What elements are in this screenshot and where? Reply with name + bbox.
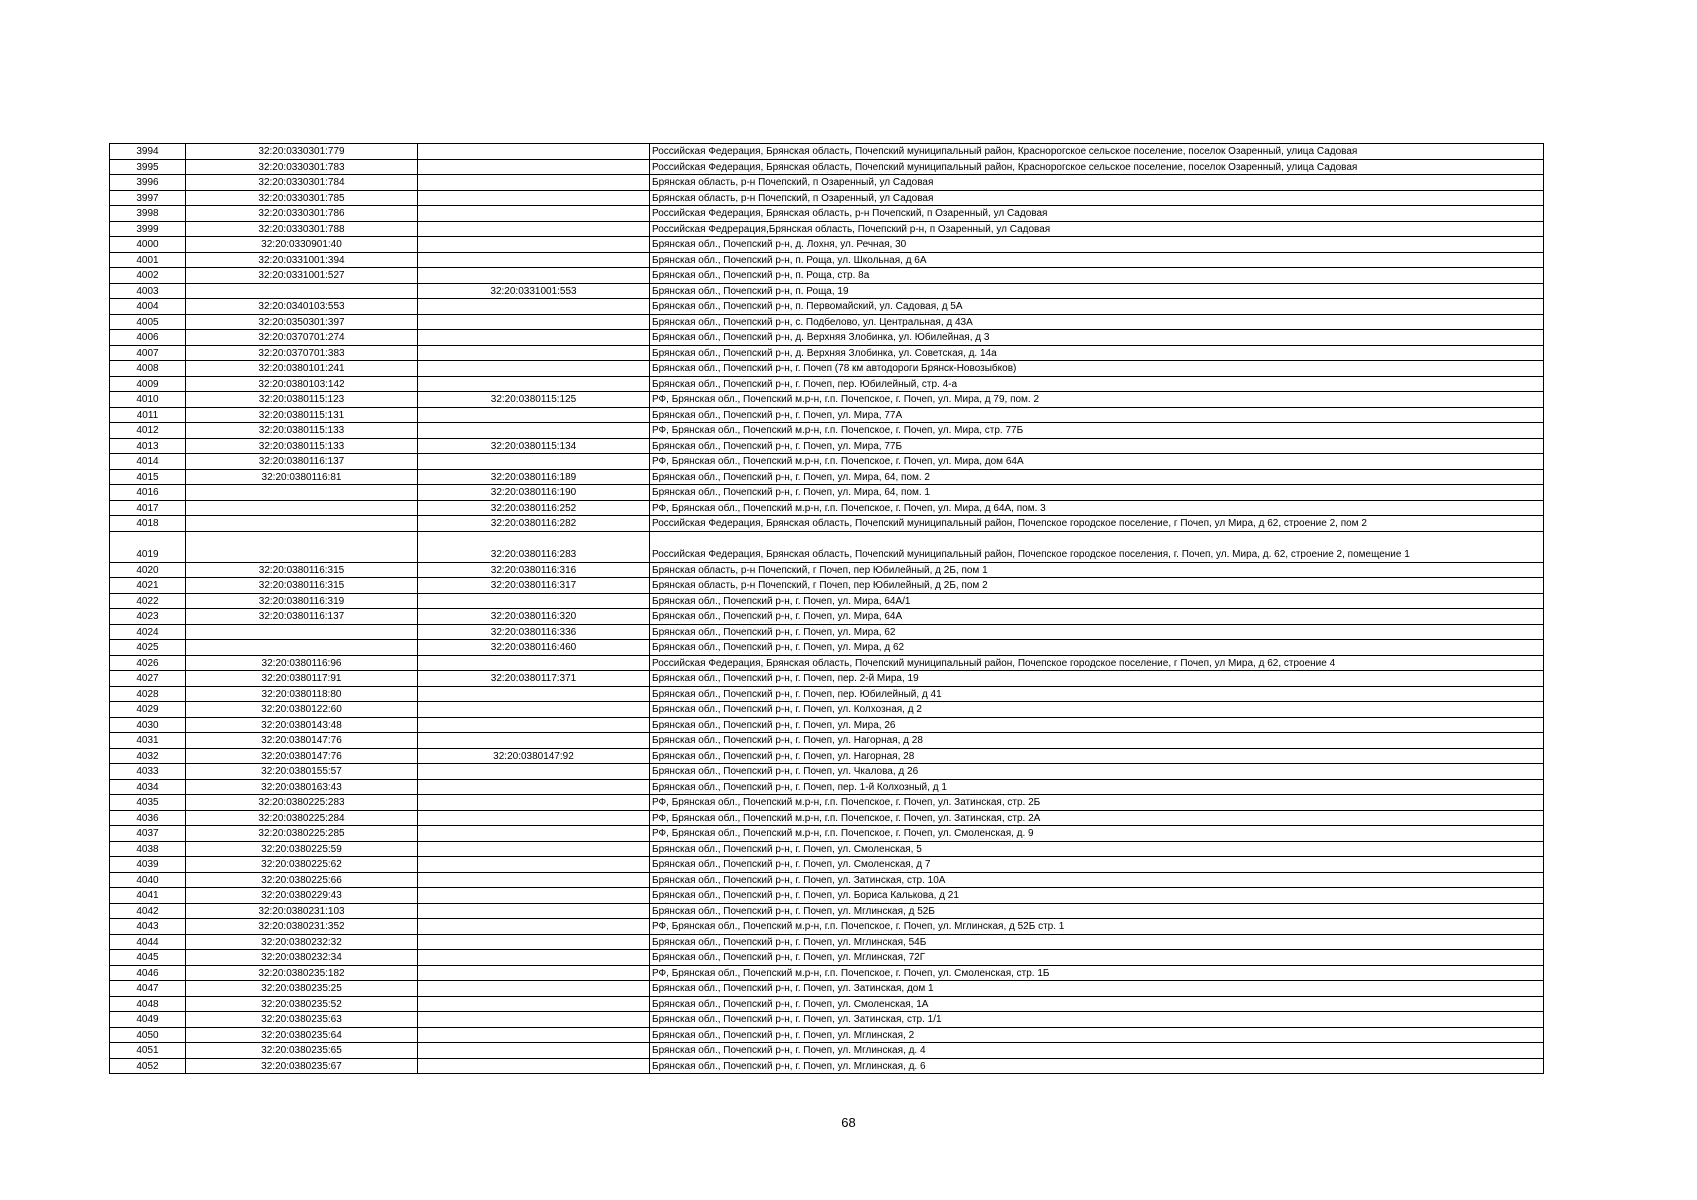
- table-row: [110, 810, 1544, 826]
- address-cell: Брянская обл., Почепский р-н, г. Почеп, ул. Мира, 77А: [650, 407, 1544, 423]
- related-cadastral-number-cell: [418, 144, 650, 160]
- cadastral-number-cell: 32:20:0380118:80: [186, 686, 418, 702]
- related-cadastral-number-cell: 32:20:0380116:282: [418, 516, 650, 532]
- related-cadastral-number-cell: 32:20:0380116:283: [418, 531, 650, 562]
- table-row: [110, 190, 1544, 206]
- cadastral-number-cell: 32:20:0380235:65: [186, 1043, 418, 1059]
- row-number-cell: 4050: [110, 1027, 186, 1043]
- address-cell: Брянская обл., Почепский р-н, г. Почеп, ул. Чкалова, д 26: [650, 764, 1544, 780]
- address-cell: Брянская обл., Почепский р-н, г. Почеп, ул. Мглинская, д. 6: [650, 1058, 1544, 1074]
- related-cadastral-number-cell: 32:20:0380116:317: [418, 578, 650, 594]
- cadastral-number-cell: [186, 516, 418, 532]
- address-cell: Брянская обл., Почепский р-н, г. Почеп, ул. Мира, 64А/1: [650, 593, 1544, 609]
- row-number-cell: 4033: [110, 764, 186, 780]
- address-cell: Брянская обл., Почепский р-н, г. Почеп, ул. Затинская, дом 1: [650, 981, 1544, 997]
- cadastral-number-cell: 32:20:0380116:137: [186, 454, 418, 470]
- table-row: [110, 841, 1544, 857]
- table-row: [110, 454, 1544, 470]
- cadastral-number-cell: 32:20:0330301:788: [186, 221, 418, 237]
- cadastral-number-cell: 32:20:0380147:76: [186, 748, 418, 764]
- address-cell: Брянская обл., Почепский р-н, г. Почеп, ул. Смоленская, д 7: [650, 857, 1544, 873]
- address-cell: Брянская обл., Почепский р-н, г. Почеп, ул. Бориса Калькова, д 21: [650, 888, 1544, 904]
- table-row: [110, 283, 1544, 299]
- cadastral-number-cell: 32:20:0380117:91: [186, 671, 418, 687]
- row-number-cell: 4044: [110, 934, 186, 950]
- table-row: [110, 578, 1544, 594]
- related-cadastral-number-cell: [418, 175, 650, 191]
- related-cadastral-number-cell: [418, 252, 650, 268]
- related-cadastral-number-cell: [418, 686, 650, 702]
- row-number-cell: 4042: [110, 903, 186, 919]
- related-cadastral-number-cell: [418, 330, 650, 346]
- table-row: [110, 330, 1544, 346]
- related-cadastral-number-cell: [418, 764, 650, 780]
- related-cadastral-number-cell: [418, 996, 650, 1012]
- related-cadastral-number-cell: [418, 190, 650, 206]
- address-cell: Брянская обл., Почепский р-н, п. Роща, ул. Школьная, д 6А: [650, 252, 1544, 268]
- table-row: [110, 872, 1544, 888]
- related-cadastral-number-cell: [418, 841, 650, 857]
- related-cadastral-number-cell: [418, 857, 650, 873]
- row-number-cell: 4032: [110, 748, 186, 764]
- address-cell: Брянская обл., Почепский р-н, г. Почеп, ул. Нагорная, 28: [650, 748, 1544, 764]
- address-cell: Брянская область, р-н Почепский, г Почеп, пер Юбилейный, д 2Б, пом 1: [650, 562, 1544, 578]
- cadastral-number-cell: [186, 500, 418, 516]
- cadastral-number-cell: 32:20:0370701:383: [186, 345, 418, 361]
- address-cell: Брянская обл., Почепский р-н, г. Почеп, ул. Мира, 26: [650, 717, 1544, 733]
- table-row: [110, 888, 1544, 904]
- row-number-cell: 4047: [110, 981, 186, 997]
- table-row: [110, 593, 1544, 609]
- related-cadastral-number-cell: 32:20:0380117:371: [418, 671, 650, 687]
- row-number-cell: 4001: [110, 252, 186, 268]
- cadastral-number-cell: 32:20:0380225:66: [186, 872, 418, 888]
- row-number-cell: 4051: [110, 1043, 186, 1059]
- cadastral-number-cell: 32:20:0380143:48: [186, 717, 418, 733]
- related-cadastral-number-cell: 32:20:0380116:316: [418, 562, 650, 578]
- table-row: [110, 485, 1544, 501]
- address-cell: Брянская обл., Почепский р-н, д. Верхняя Злобинка, ул. Советская, д. 14а: [650, 345, 1544, 361]
- related-cadastral-number-cell: [418, 1043, 650, 1059]
- address-cell: Брянская обл., Почепский р-н, г. Почеп, ул. Мглинская, 72Г: [650, 950, 1544, 966]
- related-cadastral-number-cell: [418, 376, 650, 392]
- table-row: [110, 159, 1544, 175]
- table-row: [110, 981, 1544, 997]
- cadastral-number-cell: 32:20:0330301:779: [186, 144, 418, 160]
- row-number-cell: 4027: [110, 671, 186, 687]
- row-number-cell: 4046: [110, 965, 186, 981]
- address-cell: Брянская обл., Почепский р-н, г. Почеп, пер. 1-й Колхозный, д 1: [650, 779, 1544, 795]
- cadastral-number-cell: [186, 624, 418, 640]
- table-row: [110, 1043, 1544, 1059]
- address-cell: Брянская обл., Почепский р-н, г. Почеп (78 км автодороги Брянск-Новозыбков): [650, 361, 1544, 377]
- table-row: [110, 206, 1544, 222]
- cadastral-number-cell: 32:20:0380116:319: [186, 593, 418, 609]
- related-cadastral-number-cell: [418, 872, 650, 888]
- related-cadastral-number-cell: 32:20:0380116:190: [418, 485, 650, 501]
- address-cell: Брянская обл., Почепский р-н, г. Почеп, ул. Мира, 64, пом. 2: [650, 469, 1544, 485]
- cadastral-number-cell: 32:20:0380147:76: [186, 733, 418, 749]
- table-row: [110, 702, 1544, 718]
- row-number-cell: 4017: [110, 500, 186, 516]
- table-row: [110, 655, 1544, 671]
- row-number-cell: 4010: [110, 392, 186, 408]
- row-number-cell: 4019: [110, 531, 186, 562]
- row-number-cell: 4013: [110, 438, 186, 454]
- row-number-cell: 4030: [110, 717, 186, 733]
- row-number-cell: 4005: [110, 314, 186, 330]
- address-cell: Российская Федерация, Брянская область, р-н Почепский, п Озаренный, ул Садовая: [650, 206, 1544, 222]
- row-number-cell: 4004: [110, 299, 186, 315]
- address-cell: РФ, Брянская обл., Почепский м.р-н, г.п. Почепское, г. Почеп, ул. Мира, д 79, пом. 2: [650, 392, 1544, 408]
- table-row: [110, 1058, 1544, 1074]
- related-cadastral-number-cell: [418, 826, 650, 842]
- cadastral-number-cell: 32:20:0380225:284: [186, 810, 418, 826]
- address-cell: Российская Федрерация,Брянская область, Почепский р-н, п Озаренный, ул Садовая: [650, 221, 1544, 237]
- row-number-cell: 4011: [110, 407, 186, 423]
- cadastral-number-cell: 32:20:0380231:352: [186, 919, 418, 935]
- related-cadastral-number-cell: [418, 903, 650, 919]
- row-number-cell: 4036: [110, 810, 186, 826]
- cadastral-number-cell: 32:20:0380235:67: [186, 1058, 418, 1074]
- address-cell: Брянская обл., Почепский р-н, г. Почеп, ул. Смоленская, 1А: [650, 996, 1544, 1012]
- address-cell: Брянская обл., Почепский р-н, г. Почеп, ул. Мглинская, 2: [650, 1027, 1544, 1043]
- table-row: [110, 252, 1544, 268]
- table-row: [110, 345, 1544, 361]
- related-cadastral-number-cell: 32:20:0380116:320: [418, 609, 650, 625]
- table-row: [110, 965, 1544, 981]
- row-number-cell: 4052: [110, 1058, 186, 1074]
- table-row: [110, 376, 1544, 392]
- cadastral-number-cell: 32:20:0380101:241: [186, 361, 418, 377]
- row-number-cell: 3994: [110, 144, 186, 160]
- related-cadastral-number-cell: [418, 593, 650, 609]
- related-cadastral-number-cell: [418, 717, 650, 733]
- row-number-cell: 3995: [110, 159, 186, 175]
- address-cell: Брянская обл., Почепский р-н, г. Почеп, ул. Затинская, стр. 10А: [650, 872, 1544, 888]
- address-cell: Брянская обл., Почепский р-н, г. Почеп, ул. Мира, 64, пом. 1: [650, 485, 1544, 501]
- cadastral-number-cell: 32:20:0380225:285: [186, 826, 418, 842]
- cadastral-number-cell: 32:20:0380116:315: [186, 578, 418, 594]
- cadastral-number-cell: [186, 283, 418, 299]
- address-cell: Российская Федерация, Брянская область, Почепский муниципальный район, Почепское городское поселения, г. Почеп, ул. Мира, д. 62, строение 2, помещение 1: [650, 531, 1544, 562]
- table-row: [110, 779, 1544, 795]
- table-row: [110, 516, 1544, 532]
- row-number-cell: 4035: [110, 795, 186, 811]
- row-number-cell: 4029: [110, 702, 186, 718]
- row-number-cell: 4031: [110, 733, 186, 749]
- related-cadastral-number-cell: [418, 206, 650, 222]
- related-cadastral-number-cell: [418, 407, 650, 423]
- cadastral-number-cell: 32:20:0380116:315: [186, 562, 418, 578]
- address-cell: РФ, Брянская обл., Почепский м.р-н, г.п. Почепское, г. Почеп, ул. Мира, дом 64А: [650, 454, 1544, 470]
- address-cell: Брянская обл., Почепский р-н, г. Почеп, ул. Мглинская, д. 4: [650, 1043, 1544, 1059]
- row-number-cell: 4007: [110, 345, 186, 361]
- table-row: [110, 1027, 1544, 1043]
- cadastral-number-cell: [186, 531, 418, 562]
- row-number-cell: 4003: [110, 283, 186, 299]
- related-cadastral-number-cell: 32:20:0380115:134: [418, 438, 650, 454]
- cadastral-number-cell: 32:20:0380116:137: [186, 609, 418, 625]
- table-row: [110, 903, 1544, 919]
- row-number-cell: 4048: [110, 996, 186, 1012]
- table-row: [110, 531, 1544, 562]
- related-cadastral-number-cell: [418, 655, 650, 671]
- related-cadastral-number-cell: [418, 934, 650, 950]
- cadastral-number-cell: 32:20:0380155:57: [186, 764, 418, 780]
- address-cell: РФ, Брянская обл., Почепский м.р-н, г.п. Почепское, г. Почеп, ул. Смоленская, д. 9: [650, 826, 1544, 842]
- row-number-cell: 4002: [110, 268, 186, 284]
- cadastral-number-cell: 32:20:0380115:133: [186, 438, 418, 454]
- row-number-cell: 4009: [110, 376, 186, 392]
- row-number-cell: 4022: [110, 593, 186, 609]
- cadastral-number-cell: 32:20:0330301:783: [186, 159, 418, 175]
- table-row: [110, 826, 1544, 842]
- related-cadastral-number-cell: [418, 1012, 650, 1028]
- related-cadastral-number-cell: 32:20:0380147:92: [418, 748, 650, 764]
- table-row: [110, 407, 1544, 423]
- row-number-cell: 3998: [110, 206, 186, 222]
- related-cadastral-number-cell: [418, 981, 650, 997]
- cadastral-number-cell: 32:20:0380235:63: [186, 1012, 418, 1028]
- table-row: [110, 361, 1544, 377]
- row-number-cell: 3999: [110, 221, 186, 237]
- related-cadastral-number-cell: 32:20:0380116:336: [418, 624, 650, 640]
- cadastral-number-cell: 32:20:0380225:62: [186, 857, 418, 873]
- cadastral-number-cell: 32:20:0380115:131: [186, 407, 418, 423]
- address-cell: Брянская обл., Почепский р-н, г. Почеп, ул. Нагорная, д 28: [650, 733, 1544, 749]
- cadastral-number-cell: 32:20:0330301:786: [186, 206, 418, 222]
- cadastral-number-cell: 32:20:0380122:60: [186, 702, 418, 718]
- cadastral-number-cell: 32:20:0380232:32: [186, 934, 418, 950]
- row-number-cell: 4045: [110, 950, 186, 966]
- row-number-cell: 4025: [110, 640, 186, 656]
- related-cadastral-number-cell: [418, 221, 650, 237]
- row-number-cell: 4037: [110, 826, 186, 842]
- address-cell: РФ, Брянская обл., Почепский м.р-н, г.п. Почепское, г. Почеп, ул. Затинская, стр. 2Б: [650, 795, 1544, 811]
- related-cadastral-number-cell: [418, 159, 650, 175]
- cadastral-number-cell: 32:20:0380225:59: [186, 841, 418, 857]
- related-cadastral-number-cell: [418, 1027, 650, 1043]
- row-number-cell: 4018: [110, 516, 186, 532]
- row-number-cell: 4014: [110, 454, 186, 470]
- address-cell: Российская Федерация, Брянская область, Почепский муниципальный район, Краснорогское сельское поселение, поселок Озаренный, улица Садовая: [650, 144, 1544, 160]
- table-row: [110, 919, 1544, 935]
- cadastral-number-cell: 32:20:0331001:394: [186, 252, 418, 268]
- cadastral-number-cell: 32:20:0380103:142: [186, 376, 418, 392]
- related-cadastral-number-cell: [418, 361, 650, 377]
- address-cell: Брянская обл., Почепский р-н, г. Почеп, ул. Мглинская, 54Б: [650, 934, 1544, 950]
- related-cadastral-number-cell: [418, 965, 650, 981]
- cadastral-number-cell: 32:20:0331001:527: [186, 268, 418, 284]
- address-cell: Брянская обл., Почепский р-н, п. Первомайский, ул. Садовая, д 5А: [650, 299, 1544, 315]
- table-row: [110, 733, 1544, 749]
- address-cell: Брянская обл., Почепский р-н, г. Почеп, ул. Смоленская, 5: [650, 841, 1544, 857]
- cadastral-number-cell: 32:20:0330901:40: [186, 237, 418, 253]
- row-number-cell: 4041: [110, 888, 186, 904]
- row-number-cell: 4021: [110, 578, 186, 594]
- related-cadastral-number-cell: [418, 299, 650, 315]
- row-number-cell: 4015: [110, 469, 186, 485]
- row-number-cell: 4049: [110, 1012, 186, 1028]
- related-cadastral-number-cell: [418, 702, 650, 718]
- cadastral-number-cell: 32:20:0340103:553: [186, 299, 418, 315]
- address-cell: Брянская область, р-н Почепский, п Озаренный, ул Садовая: [650, 190, 1544, 206]
- address-cell: Брянская обл., Почепский р-н, г. Почеп, ул. Затинская, стр. 1/1: [650, 1012, 1544, 1028]
- related-cadastral-number-cell: 32:20:0380115:125: [418, 392, 650, 408]
- related-cadastral-number-cell: [418, 810, 650, 826]
- address-cell: РФ, Брянская обл., Почепский м.р-н, г.п. Почепское, г. Почеп, ул. Мира, д 64А, пом. 3: [650, 500, 1544, 516]
- related-cadastral-number-cell: [418, 423, 650, 439]
- address-cell: Брянская обл., Почепский р-н, г. Почеп, ул. Мира, 62: [650, 624, 1544, 640]
- address-cell: Брянская обл., Почепский р-н, д. Лохня, ул. Речная, 30: [650, 237, 1544, 253]
- row-number-cell: 4008: [110, 361, 186, 377]
- address-cell: Российская Федерация, Брянская область, Почепский муниципальный район, Почепское городское поселение, г Почеп, ул Мира, д 62, строение 2, пом 2: [650, 516, 1544, 532]
- related-cadastral-number-cell: 32:20:0380116:189: [418, 469, 650, 485]
- address-cell: Брянская обл., Почепский р-н, г. Почеп, пер. Юбилейный, стр. 4-а: [650, 376, 1544, 392]
- table-row: [110, 1012, 1544, 1028]
- table-row: [110, 686, 1544, 702]
- cadastral-number-cell: 32:20:0380232:34: [186, 950, 418, 966]
- related-cadastral-number-cell: [418, 950, 650, 966]
- related-cadastral-number-cell: 32:20:0331001:553: [418, 283, 650, 299]
- property-table-body: [110, 144, 1544, 1074]
- cadastral-number-cell: 32:20:0380231:103: [186, 903, 418, 919]
- table-row: [110, 950, 1544, 966]
- related-cadastral-number-cell: [418, 314, 650, 330]
- row-number-cell: 3997: [110, 190, 186, 206]
- related-cadastral-number-cell: [418, 919, 650, 935]
- table-row: [110, 717, 1544, 733]
- address-cell: Брянская обл., Почепский р-н, г. Почеп, ул. Колхозная, д 2: [650, 702, 1544, 718]
- table-row: [110, 237, 1544, 253]
- address-cell: Брянская обл., Почепский р-н, п. Роща, стр. 8а: [650, 268, 1544, 284]
- address-cell: Российская Федерация, Брянская область, Почепский муниципальный район, Почепское городское поселение, г Почеп, ул Мира, д 62, строение 4: [650, 655, 1544, 671]
- table-row: [110, 562, 1544, 578]
- cadastral-number-cell: 32:20:0380235:182: [186, 965, 418, 981]
- row-number-cell: 4028: [110, 686, 186, 702]
- address-cell: Брянская обл., Почепский р-н, п. Роща, 19: [650, 283, 1544, 299]
- cadastral-number-cell: 32:20:0330301:785: [186, 190, 418, 206]
- page-number: 68: [841, 1115, 856, 1130]
- related-cadastral-number-cell: [418, 237, 650, 253]
- cadastral-number-cell: 32:20:0380235:64: [186, 1027, 418, 1043]
- row-number-cell: 4020: [110, 562, 186, 578]
- cadastral-number-cell: 32:20:0380115:133: [186, 423, 418, 439]
- row-number-cell: 3996: [110, 175, 186, 191]
- row-number-cell: 4023: [110, 609, 186, 625]
- row-number-cell: 4039: [110, 857, 186, 873]
- table-row: [110, 671, 1544, 687]
- cadastral-number-cell: 32:20:0380225:283: [186, 795, 418, 811]
- table-row: [110, 640, 1544, 656]
- address-cell: Брянская область, р-н Почепский, г Почеп, пер Юбилейный, д 2Б, пом 2: [650, 578, 1544, 594]
- cadastral-number-cell: 32:20:0370701:274: [186, 330, 418, 346]
- row-number-cell: 4024: [110, 624, 186, 640]
- address-cell: Брянская обл., Почепский р-н, г. Почеп, ул. Мира, 77Б: [650, 438, 1544, 454]
- cadastral-number-cell: 32:20:0350301:397: [186, 314, 418, 330]
- table-row: [110, 996, 1544, 1012]
- cadastral-number-cell: 32:20:0380229:43: [186, 888, 418, 904]
- address-cell: Брянская обл., Почепский р-н, г. Почеп, пер. Юбилейный, д 41: [650, 686, 1544, 702]
- row-number-cell: 4034: [110, 779, 186, 795]
- related-cadastral-number-cell: 32:20:0380116:252: [418, 500, 650, 516]
- address-cell: Брянская обл., Почепский р-н, г. Почеп, ул. Мглинская, д 52Б: [650, 903, 1544, 919]
- cadastral-number-cell: 32:20:0380115:123: [186, 392, 418, 408]
- address-cell: Брянская область, р-н Почепский, п Озаренный, ул Садовая: [650, 175, 1544, 191]
- cadastral-number-cell: 32:20:0380163:43: [186, 779, 418, 795]
- address-cell: РФ, Брянская обл., Почепский м.р-н, г.п. Почепское, г. Почеп, ул. Затинская, стр. 2А: [650, 810, 1544, 826]
- address-cell: Брянская обл., Почепский р-н, г. Почеп, ул. Мира, 64А: [650, 609, 1544, 625]
- table-row: [110, 764, 1544, 780]
- table-row: [110, 299, 1544, 315]
- address-cell: РФ, Брянская обл., Почепский м.р-н, г.п. Почепское, г. Почеп, ул. Мглинская, д 52Б стр. 1: [650, 919, 1544, 935]
- row-number-cell: 4016: [110, 485, 186, 501]
- table-row: [110, 857, 1544, 873]
- related-cadastral-number-cell: [418, 1058, 650, 1074]
- address-cell: Брянская обл., Почепский р-н, г. Почеп, пер. 2-й Мира, 19: [650, 671, 1544, 687]
- property-table: [109, 143, 1544, 1074]
- table-row: [110, 423, 1544, 439]
- row-number-cell: 4012: [110, 423, 186, 439]
- row-number-cell: 4006: [110, 330, 186, 346]
- table-row: [110, 144, 1544, 160]
- related-cadastral-number-cell: [418, 345, 650, 361]
- related-cadastral-number-cell: 32:20:0380116:460: [418, 640, 650, 656]
- table-row: [110, 500, 1544, 516]
- table-row: [110, 314, 1544, 330]
- row-number-cell: 4043: [110, 919, 186, 935]
- cadastral-number-cell: [186, 485, 418, 501]
- table-row: [110, 221, 1544, 237]
- address-cell: РФ, Брянская обл., Почепский м.р-н, г.п. Почепское, г. Почеп, ул. Смоленская, стр. 1Б: [650, 965, 1544, 981]
- address-cell: Брянская обл., Почепский р-н, д. Верхняя Злобинка, ул. Юбилейная, д 3: [650, 330, 1544, 346]
- address-cell: Брянская обл., Почепский р-н, с. Подбелово, ул. Центральная, д 43А: [650, 314, 1544, 330]
- related-cadastral-number-cell: [418, 733, 650, 749]
- cadastral-number-cell: [186, 640, 418, 656]
- table-row: [110, 175, 1544, 191]
- address-cell: Российская Федерация, Брянская область, Почепский муниципальный район, Краснорогское сельское поселение, поселок Озаренный, улица Садовая: [650, 159, 1544, 175]
- address-cell: Брянская обл., Почепский р-н, г. Почеп, ул. Мира, д 62: [650, 640, 1544, 656]
- cadastral-number-cell: 32:20:0380116:96: [186, 655, 418, 671]
- cadastral-number-cell: 32:20:0330301:784: [186, 175, 418, 191]
- related-cadastral-number-cell: [418, 268, 650, 284]
- cadastral-number-cell: 32:20:0380235:52: [186, 996, 418, 1012]
- row-number-cell: 4040: [110, 872, 186, 888]
- address-cell: РФ, Брянская обл., Почепский м.р-н, г.п. Почепское, г. Почеп, ул. Мира, стр. 77Б: [650, 423, 1544, 439]
- table-row: [110, 934, 1544, 950]
- table-row: [110, 268, 1544, 284]
- related-cadastral-number-cell: [418, 454, 650, 470]
- table-row: [110, 624, 1544, 640]
- table-row: [110, 748, 1544, 764]
- table-row: [110, 392, 1544, 408]
- row-number-cell: 4038: [110, 841, 186, 857]
- cadastral-number-cell: 32:20:0380116:81: [186, 469, 418, 485]
- row-number-cell: 4026: [110, 655, 186, 671]
- table-row: [110, 609, 1544, 625]
- related-cadastral-number-cell: [418, 779, 650, 795]
- related-cadastral-number-cell: [418, 888, 650, 904]
- related-cadastral-number-cell: [418, 795, 650, 811]
- row-number-cell: 4000: [110, 237, 186, 253]
- table-row: [110, 795, 1544, 811]
- table-row: [110, 469, 1544, 485]
- cadastral-number-cell: 32:20:0380235:25: [186, 981, 418, 997]
- table-row: [110, 438, 1544, 454]
